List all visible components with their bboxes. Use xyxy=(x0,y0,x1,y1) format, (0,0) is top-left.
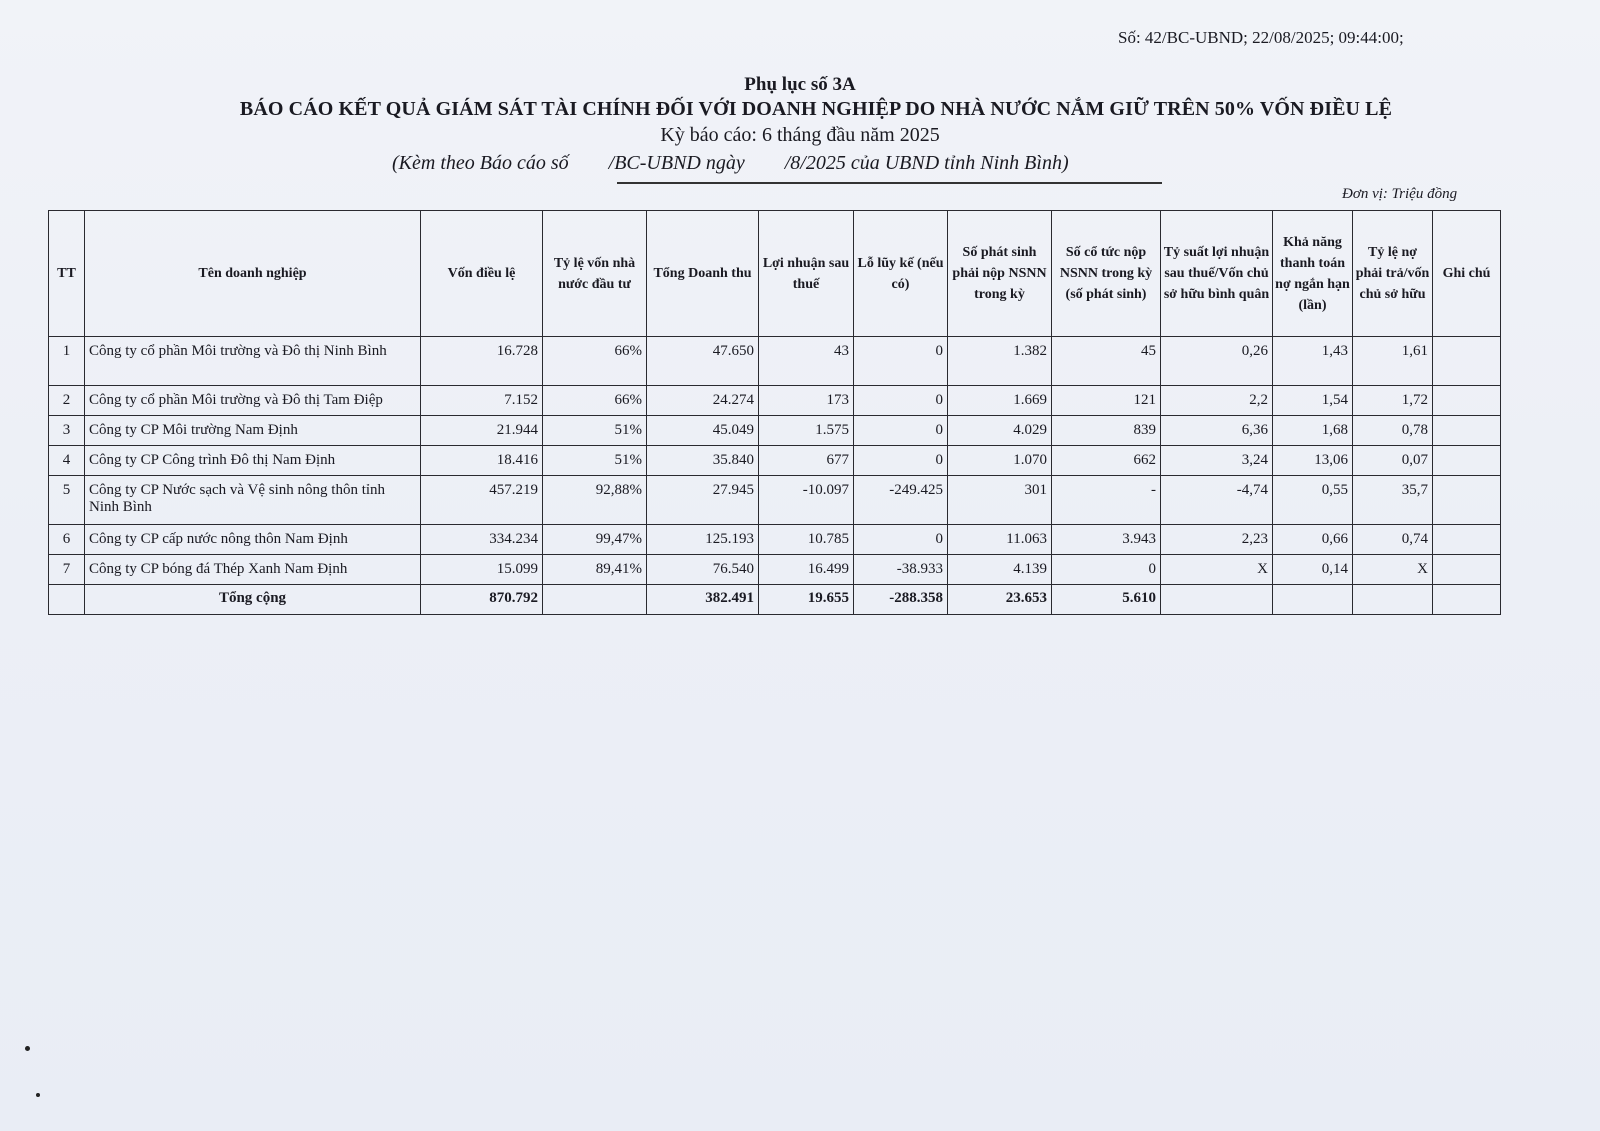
col-header-name: Tên doanh nghiệp xyxy=(85,211,421,337)
cell-debt-ratio: 1,72 xyxy=(1353,386,1433,416)
cell-tt: 1 xyxy=(49,337,85,386)
cell-dividend: 121 xyxy=(1052,386,1161,416)
financial-monitoring-table xyxy=(48,210,1501,615)
cell-liquidity: 13,06 xyxy=(1273,446,1353,476)
cell-charter-capital: 15.099 xyxy=(421,555,543,585)
col-header-roe: Tỷ suất lợi nhuận sau thuế/Vốn chủ sở hữu bình quân xyxy=(1161,211,1273,337)
cell-revenue: 35.840 xyxy=(647,446,759,476)
cell-liquidity: 0,55 xyxy=(1273,476,1353,525)
cell-charter-capital: 334.234 xyxy=(421,525,543,555)
cell-notes xyxy=(1433,337,1501,386)
document-number-stamp: Số: 42/BC-UBND; 22/08/2025; 09:44:00; xyxy=(1118,28,1404,47)
cell-revenue: 382.491 xyxy=(647,585,759,615)
cell-notes xyxy=(1433,416,1501,446)
cell-name: Công ty cổ phần Môi trường và Đô thị Ninh Bình xyxy=(85,337,421,386)
cell-budget-payable: 4.029 xyxy=(948,416,1052,446)
cell-debt-ratio: 0,07 xyxy=(1353,446,1433,476)
table-total-row xyxy=(49,585,1501,615)
cell-state-ratio xyxy=(543,585,647,615)
table-row xyxy=(49,416,1501,446)
cell-name: Công ty CP Nước sạch và Vệ sinh nông thôn tỉnh Ninh Bình xyxy=(85,476,421,525)
col-header-debt-ratio: Tỷ lệ nợ phải trả/vốn chủ sở hữu xyxy=(1353,211,1433,337)
cell-dividend: 5.610 xyxy=(1052,585,1161,615)
cell-profit: -10.097 xyxy=(759,476,854,525)
cell-accum-loss: 0 xyxy=(854,337,948,386)
cell-accum-loss: -288.358 xyxy=(854,585,948,615)
cell-budget-payable: 301 xyxy=(948,476,1052,525)
cell-tt xyxy=(49,585,85,615)
cell-roe: X xyxy=(1161,555,1273,585)
cell-notes xyxy=(1433,386,1501,416)
table-row xyxy=(49,555,1501,585)
cell-dividend: - xyxy=(1052,476,1161,525)
cell-tt: 5 xyxy=(49,476,85,525)
cell-accum-loss: 0 xyxy=(854,416,948,446)
cell-name: Công ty CP bóng đá Thép Xanh Nam Định xyxy=(85,555,421,585)
cell-charter-capital: 18.416 xyxy=(421,446,543,476)
cell-accum-loss: -249.425 xyxy=(854,476,948,525)
cell-liquidity: 1,54 xyxy=(1273,386,1353,416)
cell-charter-capital: 7.152 xyxy=(421,386,543,416)
col-header-notes: Ghi chú xyxy=(1433,211,1501,337)
cell-profit: 43 xyxy=(759,337,854,386)
cell-debt-ratio: 0,74 xyxy=(1353,525,1433,555)
cell-accum-loss: 0 xyxy=(854,525,948,555)
cell-state-ratio: 66% xyxy=(543,337,647,386)
appendix-label: Phụ lục số 3A xyxy=(744,74,856,95)
cell-dividend: 839 xyxy=(1052,416,1161,446)
cell-budget-payable: 23.653 xyxy=(948,585,1052,615)
cell-notes xyxy=(1433,585,1501,615)
cell-charter-capital: 457.219 xyxy=(421,476,543,525)
attached-note: (Kèm theo Báo cáo số /BC-UBND ngày /8/2025 của UBND tỉnh Ninh Bình) xyxy=(392,152,1069,174)
cell-liquidity: 1,68 xyxy=(1273,416,1353,446)
report-title: BÁO CÁO KẾT QUẢ GIÁM SÁT TÀI CHÍNH ĐỐI VỚI DOANH NGHIỆP DO NHÀ NƯỚC NẮM GIỮ TRÊN 50% VỐN ĐIỀU LỆ xyxy=(239,98,1393,120)
cell-charter-capital: 870.792 xyxy=(421,585,543,615)
col-header-charter-capital: Vốn điều lệ xyxy=(421,211,543,337)
col-header-state-ratio: Tỷ lệ vốn nhà nước đầu tư xyxy=(543,211,647,337)
cell-liquidity: 0,14 xyxy=(1273,555,1353,585)
cell-notes xyxy=(1433,525,1501,555)
divider-line xyxy=(617,182,1162,184)
report-period: Kỳ báo cáo: 6 tháng đầu năm 2025 xyxy=(660,124,940,146)
cell-budget-payable: 4.139 xyxy=(948,555,1052,585)
cell-roe: 6,36 xyxy=(1161,416,1273,446)
cell-budget-payable: 11.063 xyxy=(948,525,1052,555)
cell-revenue: 76.540 xyxy=(647,555,759,585)
cell-profit: 677 xyxy=(759,446,854,476)
cell-state-ratio: 99,47% xyxy=(543,525,647,555)
table-row xyxy=(49,476,1501,525)
cell-tt: 3 xyxy=(49,416,85,446)
cell-accum-loss: -38.933 xyxy=(854,555,948,585)
cell-name: Công ty CP Công trình Đô thị Nam Định xyxy=(85,446,421,476)
cell-roe: -4,74 xyxy=(1161,476,1273,525)
col-header-liquidity: Khả năng thanh toán nợ ngắn hạn (lần) xyxy=(1273,211,1353,337)
cell-profit: 19.655 xyxy=(759,585,854,615)
cell-tt: 6 xyxy=(49,525,85,555)
table-row xyxy=(49,386,1501,416)
cell-tt: 7 xyxy=(49,555,85,585)
table-row xyxy=(49,525,1501,555)
cell-liquidity xyxy=(1273,585,1353,615)
cell-total-label: Tổng cộng xyxy=(85,585,421,615)
cell-profit: 1.575 xyxy=(759,416,854,446)
cell-profit: 173 xyxy=(759,386,854,416)
table-row xyxy=(49,446,1501,476)
cell-name: Công ty CP Môi trường Nam Định xyxy=(85,416,421,446)
cell-revenue: 125.193 xyxy=(647,525,759,555)
cell-roe: 0,26 xyxy=(1161,337,1273,386)
col-header-tt: TT xyxy=(49,211,85,337)
cell-debt-ratio xyxy=(1353,585,1433,615)
cell-liquidity: 0,66 xyxy=(1273,525,1353,555)
table-row xyxy=(49,337,1501,386)
cell-accum-loss: 0 xyxy=(854,446,948,476)
table-header-row xyxy=(49,211,1501,337)
cell-budget-payable: 1.669 xyxy=(948,386,1052,416)
cell-roe: 2,2 xyxy=(1161,386,1273,416)
cell-roe: 3,24 xyxy=(1161,446,1273,476)
cell-name: Công ty cổ phần Môi trường và Đô thị Tam Điệp xyxy=(85,386,421,416)
cell-dividend: 45 xyxy=(1052,337,1161,386)
cell-roe: 2,23 xyxy=(1161,525,1273,555)
cell-state-ratio: 66% xyxy=(543,386,647,416)
cell-budget-payable: 1.382 xyxy=(948,337,1052,386)
col-header-profit: Lợi nhuận sau thuế xyxy=(759,211,854,337)
cell-debt-ratio: X xyxy=(1353,555,1433,585)
col-header-dividend: Số cổ tức nộp NSNN trong kỳ (số phát sinh) xyxy=(1052,211,1161,337)
cell-debt-ratio: 35,7 xyxy=(1353,476,1433,525)
col-header-revenue: Tổng Doanh thu xyxy=(647,211,759,337)
cell-dividend: 3.943 xyxy=(1052,525,1161,555)
cell-liquidity: 1,43 xyxy=(1273,337,1353,386)
cell-charter-capital: 21.944 xyxy=(421,416,543,446)
cell-state-ratio: 51% xyxy=(543,446,647,476)
cell-tt: 4 xyxy=(49,446,85,476)
cell-notes xyxy=(1433,476,1501,525)
cell-name: Công ty CP cấp nước nông thôn Nam Định xyxy=(85,525,421,555)
cell-debt-ratio: 1,61 xyxy=(1353,337,1433,386)
cell-budget-payable: 1.070 xyxy=(948,446,1052,476)
cell-revenue: 24.274 xyxy=(647,386,759,416)
cell-dividend: 662 xyxy=(1052,446,1161,476)
cell-profit: 16.499 xyxy=(759,555,854,585)
cell-tt: 2 xyxy=(49,386,85,416)
cell-revenue: 27.945 xyxy=(647,476,759,525)
scan-speck xyxy=(36,1093,40,1097)
cell-charter-capital: 16.728 xyxy=(421,337,543,386)
unit-label: Đơn vị: Triệu đồng xyxy=(1342,186,1458,202)
cell-accum-loss: 0 xyxy=(854,386,948,416)
cell-state-ratio: 89,41% xyxy=(543,555,647,585)
cell-state-ratio: 92,88% xyxy=(543,476,647,525)
cell-debt-ratio: 0,78 xyxy=(1353,416,1433,446)
cell-notes xyxy=(1433,555,1501,585)
cell-notes xyxy=(1433,446,1501,476)
cell-dividend: 0 xyxy=(1052,555,1161,585)
cell-profit: 10.785 xyxy=(759,525,854,555)
cell-roe xyxy=(1161,585,1273,615)
scan-speck xyxy=(25,1046,30,1051)
cell-state-ratio: 51% xyxy=(543,416,647,446)
col-header-budget-payable: Số phát sinh phải nộp NSNN trong kỳ xyxy=(948,211,1052,337)
col-header-accum-loss: Lỗ lũy kế (nếu có) xyxy=(854,211,948,337)
cell-revenue: 47.650 xyxy=(647,337,759,386)
cell-revenue: 45.049 xyxy=(647,416,759,446)
